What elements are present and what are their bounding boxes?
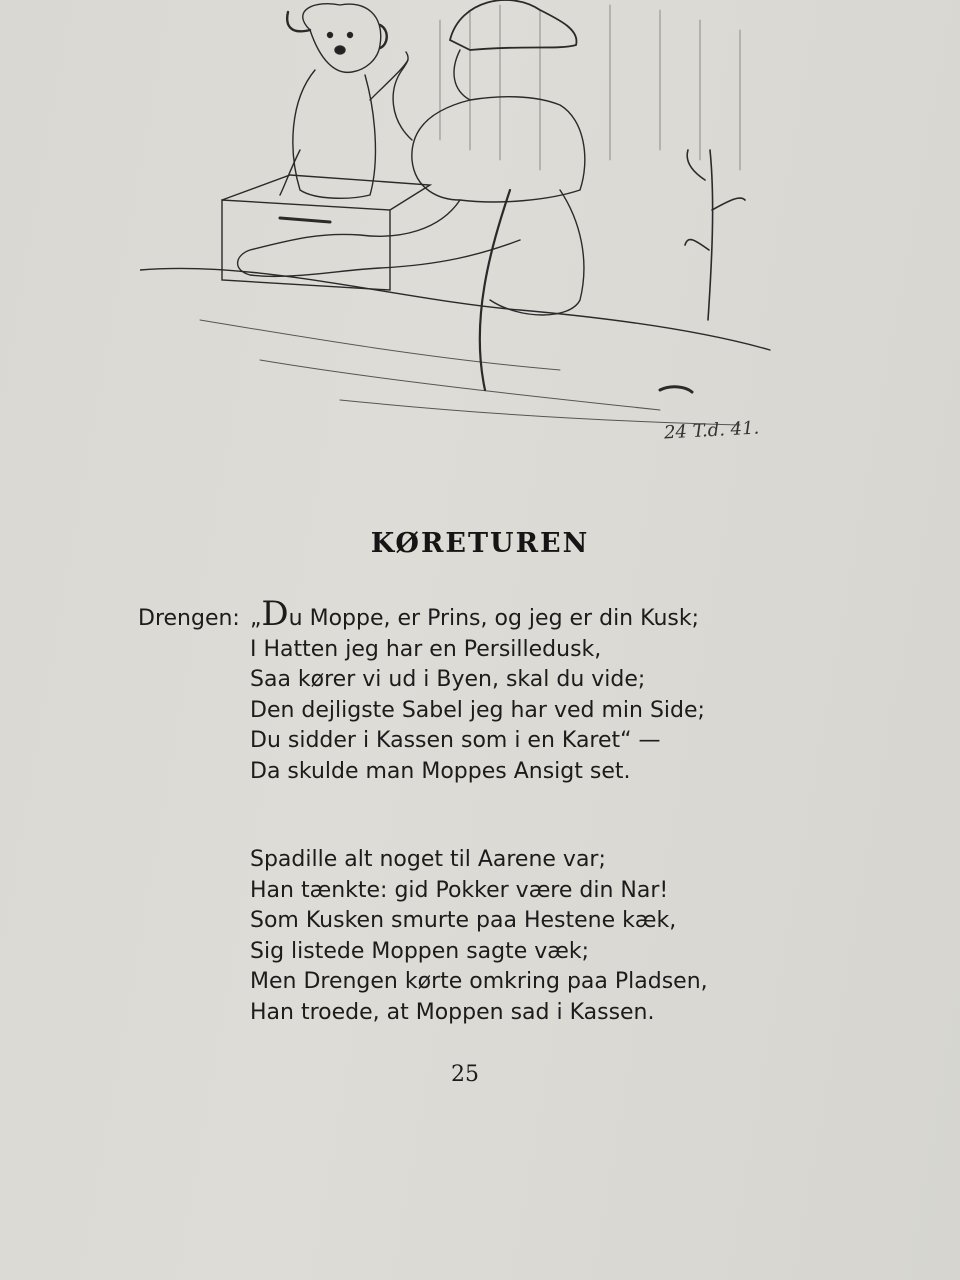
verse-line <box>250 594 705 635</box>
verse-line: Sig listede Moppen sagte væk; <box>250 938 590 964</box>
page-number: 25 <box>451 1062 479 1087</box>
opening-quote: „ <box>250 606 262 631</box>
verse-line: Spadille alt noget til Aarene var; <box>250 847 606 872</box>
verse-line: Saa kører vi ud i Byen, skal du vide; <box>250 667 646 693</box>
verse-line: Men Drengen kørte omkring paa Pladsen, <box>250 969 708 995</box>
artist-signature: 24 T.d. 41. <box>663 417 760 444</box>
verse-line: Den dejligste Sabel jeg har ved min Side; <box>250 697 705 723</box>
verse-line: Du sidder i Kassen som i en Karet“ — <box>250 728 661 754</box>
verse-line: Da skulde man Moppes Ansigt set. <box>250 758 631 784</box>
stanza-2 <box>250 845 708 1029</box>
drop-cap: D <box>261 594 289 634</box>
stanza-1 <box>250 594 705 788</box>
verse-line-text: u Moppe, er Prins, og jeg er din Kusk; <box>288 606 700 631</box>
verse-line: Han troede, at Moppen sad i Kassen. <box>250 999 655 1025</box>
verse-line: Han tænkte: gid Pokker være din Nar! <box>250 877 669 903</box>
verse-line: I Hatten jeg har en Persilledusk, <box>250 636 602 662</box>
boy-and-dog-drawing <box>140 0 780 460</box>
poem-title: KØRETUREN <box>370 528 590 559</box>
speaker-label: Drengen: <box>138 606 240 631</box>
verse-line: Som Kusken smurte paa Hestene kæk, <box>250 908 677 934</box>
